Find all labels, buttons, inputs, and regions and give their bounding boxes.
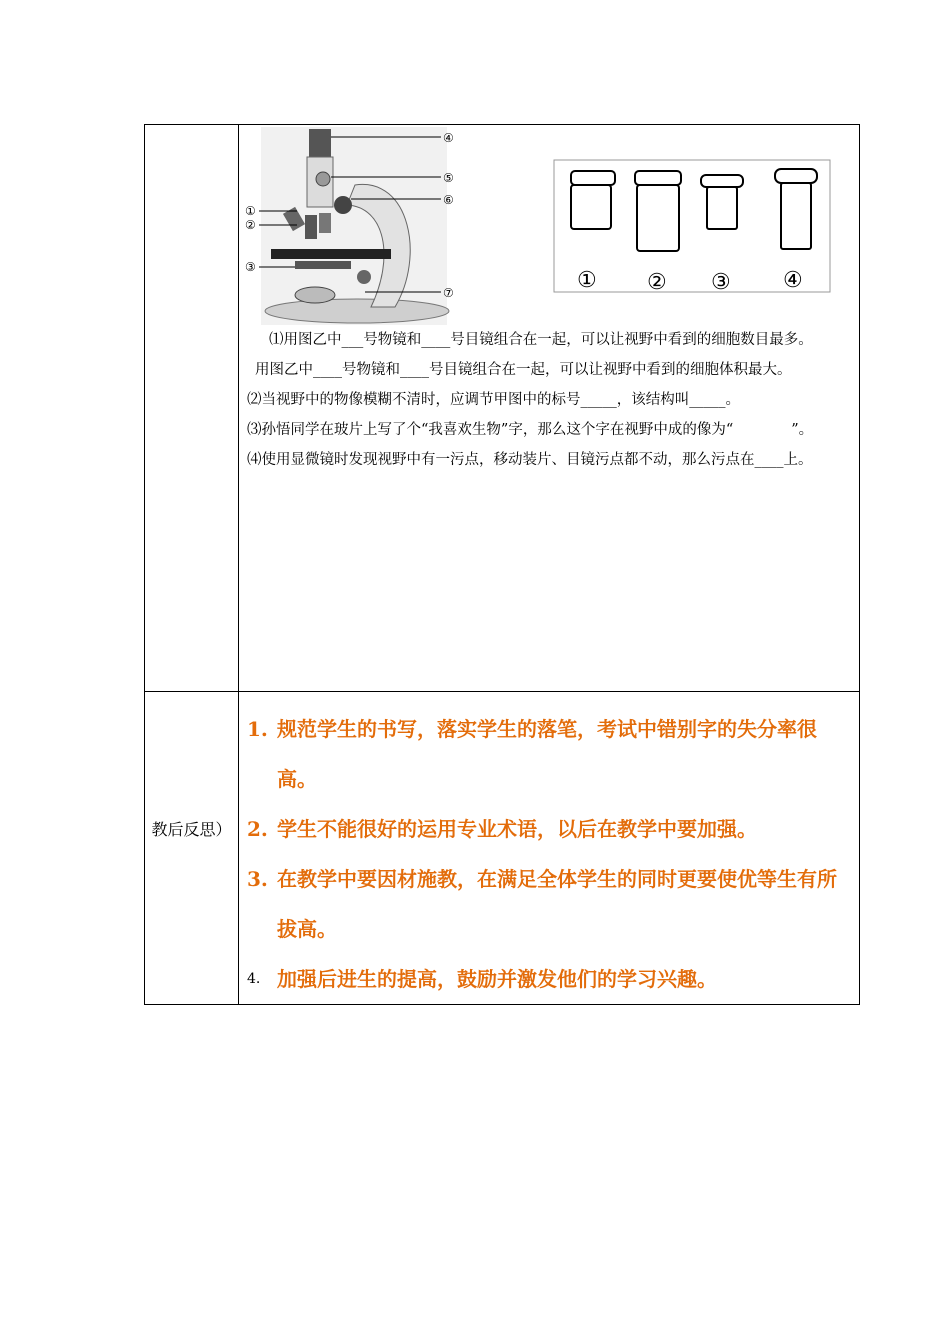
reflection-item-text: 在教学中要因材施教，在满足全体学生的同时更要使优等生有所拔高。	[277, 867, 837, 941]
question-2: ⑵当视野中的物像模糊不清时，应调节甲图中的标号_____，该结构叫_____。	[247, 392, 740, 408]
lens-label-4: ④	[783, 268, 803, 293]
reflection-item-number: 1.	[247, 717, 268, 741]
reflection-item-number: 2.	[247, 817, 268, 841]
mic-label-2: ②	[245, 218, 256, 232]
microscope-figure	[245, 127, 475, 325]
question-3: ⑶孙悟同学在玻片上写了个“我喜欢生物”字，那么这个字在视野中成的像为“ ”。	[247, 422, 814, 438]
reflection-label-cell	[145, 692, 239, 1005]
left-cell-empty	[145, 125, 239, 692]
mic-label-1: ①	[245, 204, 256, 218]
mic-label-7: ⑦	[443, 286, 454, 300]
reflection-item-text: 规范学生的书写，落实学生的落笔，考试中错别字的失分率很高。	[277, 717, 817, 791]
reflection-item	[247, 804, 851, 854]
reflection-cell	[239, 692, 860, 1005]
mic-label-3: ③	[245, 260, 256, 274]
reflection-item-number: 3.	[247, 867, 268, 891]
reflection-item	[247, 704, 851, 804]
reflection-item-text: 学生不能很好的运用专业术语，以后在教学中要加强。	[277, 817, 757, 841]
mic-label-6: ⑥	[443, 193, 454, 207]
question-4: ⑷使用显微镜时发现视野中有一污点，移动装片、目镜污点都不动，那么污点在____上。	[247, 452, 813, 468]
mic-label-5: ⑤	[443, 171, 454, 185]
lens-figure	[553, 159, 833, 295]
question-1a: ⑴用图乙中___号物镜和____号目镜组合在一起，可以让视野中看到的细胞数目最多。	[269, 332, 813, 348]
question-1b: 用图乙中____号物镜和____号目镜组合在一起，可以让视野中看到的细胞体积最大。	[255, 362, 792, 378]
lens-label-2: ②	[647, 270, 667, 295]
question-text	[239, 325, 859, 475]
mic-label-4: ④	[443, 131, 454, 145]
reflection-item	[247, 954, 851, 1004]
lens-label-3: ③	[711, 270, 731, 295]
lesson-table	[144, 124, 860, 1005]
reflection-label: 教后反思）	[151, 820, 232, 839]
reflection-list	[239, 692, 859, 1004]
question-cell	[239, 125, 860, 692]
figures-area	[239, 125, 859, 325]
reflection-item	[247, 854, 851, 954]
reflection-item-number: 4.	[247, 971, 261, 987]
reflection-item-text: 加强后进生的提高，鼓励并激发他们的学习兴趣。	[277, 967, 717, 991]
lens-label-1: ①	[577, 268, 597, 293]
